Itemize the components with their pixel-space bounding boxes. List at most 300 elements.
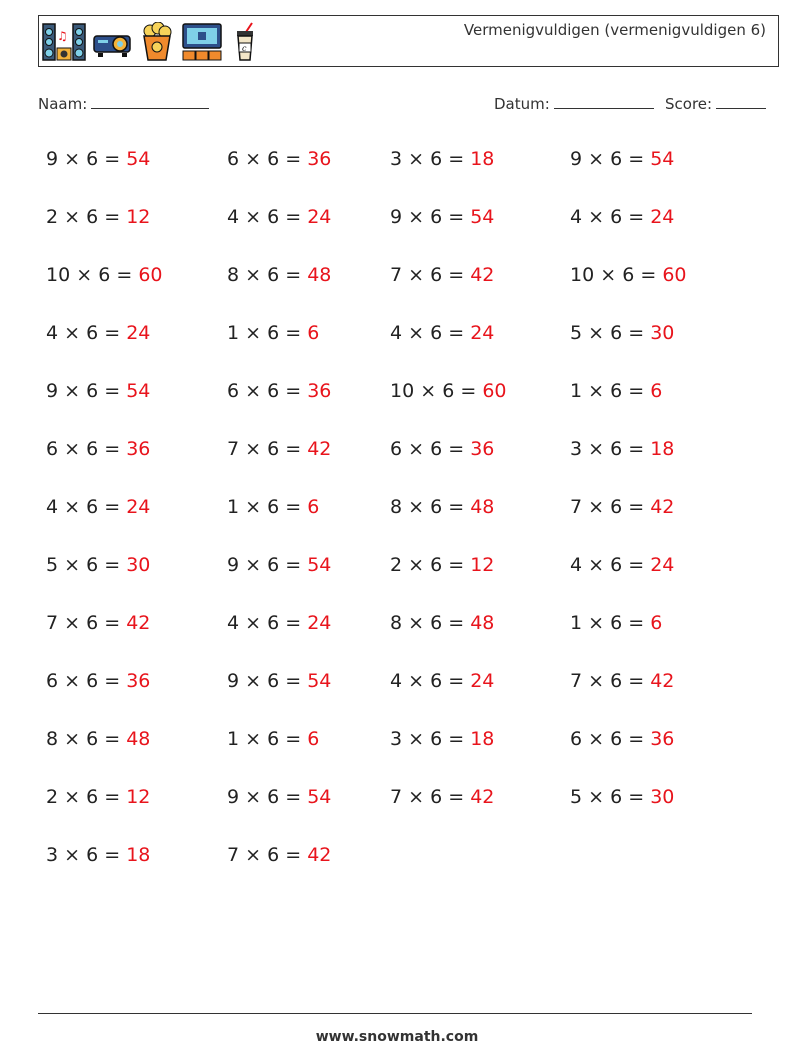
multiplicand: 1 [227, 496, 240, 518]
times-sign: × [64, 554, 81, 576]
answer: 6 [650, 380, 663, 402]
multiplier: 6 [267, 612, 280, 634]
multiplicand: 7 [570, 670, 583, 692]
answer: 54 [126, 148, 151, 170]
multiplier: 6 [610, 612, 623, 634]
problem-item [46, 322, 150, 344]
equals-sign: = [628, 554, 645, 576]
multiplicand: 1 [227, 322, 240, 344]
times-sign: × [245, 264, 262, 286]
multiplier: 6 [267, 322, 280, 344]
multiplier: 6 [430, 148, 443, 170]
multiplicand: 7 [390, 786, 403, 808]
times-sign: × [64, 148, 81, 170]
equals-sign: = [628, 438, 645, 460]
multiplier: 6 [267, 380, 280, 402]
multiplicand: 5 [46, 554, 59, 576]
times-sign: × [408, 554, 425, 576]
equals-sign: = [448, 496, 465, 518]
times-sign: × [408, 612, 425, 634]
times-sign: × [64, 438, 81, 460]
times-sign: × [408, 148, 425, 170]
answer: 24 [126, 496, 151, 518]
answer: 60 [662, 264, 687, 286]
answer: 42 [650, 670, 675, 692]
answer: 18 [126, 844, 151, 866]
multiplier: 6 [86, 148, 99, 170]
multiplier: 6 [430, 612, 443, 634]
answer: 36 [126, 438, 151, 460]
times-sign: × [64, 728, 81, 750]
times-sign: × [408, 264, 425, 286]
multiplicand: 4 [570, 554, 583, 576]
equals-sign: = [460, 380, 477, 402]
problem-item [46, 786, 150, 808]
answer: 36 [307, 380, 332, 402]
multiplicand: 3 [46, 844, 59, 866]
answer: 48 [126, 728, 151, 750]
equals-sign: = [104, 438, 121, 460]
answer: 24 [470, 670, 495, 692]
multiplicand: 4 [46, 322, 59, 344]
equals-sign: = [285, 264, 302, 286]
multiplicand: 8 [390, 496, 403, 518]
times-sign: × [588, 496, 605, 518]
problem-item [390, 148, 494, 170]
answer: 30 [650, 786, 675, 808]
date-label: Datum: [494, 95, 550, 113]
equals-sign: = [104, 148, 121, 170]
multiplicand: 3 [570, 438, 583, 460]
multiplicand: 7 [570, 496, 583, 518]
times-sign: × [245, 322, 262, 344]
times-sign: × [245, 380, 262, 402]
problem-item [390, 728, 494, 750]
multiplier: 6 [610, 728, 623, 750]
multiplicand: 9 [46, 148, 59, 170]
multiplicand: 4 [227, 612, 240, 634]
multiplier: 6 [430, 554, 443, 576]
answer: 54 [307, 786, 332, 808]
multiplier: 6 [430, 670, 443, 692]
equals-sign: = [104, 670, 121, 692]
times-sign: × [64, 786, 81, 808]
equals-sign: = [285, 786, 302, 808]
problem-item [46, 380, 150, 402]
equals-sign: = [628, 148, 645, 170]
multiplicand: 8 [390, 612, 403, 634]
equals-sign: = [628, 496, 645, 518]
multiplier: 6 [267, 148, 280, 170]
multiplicand: 7 [227, 438, 240, 460]
multiplier: 6 [610, 380, 623, 402]
equals-sign: = [628, 206, 645, 228]
equals-sign: = [448, 148, 465, 170]
times-sign: × [588, 148, 605, 170]
multiplier: 6 [430, 264, 443, 286]
equals-sign: = [104, 380, 121, 402]
multiplicand: 1 [570, 612, 583, 634]
times-sign: × [588, 728, 605, 750]
times-sign: × [588, 322, 605, 344]
problem-item [390, 206, 494, 228]
multiplicand: 2 [46, 786, 59, 808]
multiplier: 6 [430, 322, 443, 344]
equals-sign: = [628, 612, 645, 634]
answer: 36 [650, 728, 675, 750]
multiplicand: 4 [570, 206, 583, 228]
equals-sign: = [285, 612, 302, 634]
problem-item [227, 264, 331, 286]
svg-text:c: c [242, 44, 247, 53]
equals-sign: = [640, 264, 657, 286]
times-sign: × [600, 264, 617, 286]
problem-item [570, 612, 662, 634]
answer: 36 [470, 438, 495, 460]
multiplicand: 1 [570, 380, 583, 402]
problem-item [570, 206, 674, 228]
problem-item [390, 438, 494, 460]
problem-item [227, 206, 331, 228]
problem-item [227, 496, 319, 518]
problem-item [227, 612, 331, 634]
multiplier: 6 [430, 786, 443, 808]
times-sign: × [588, 612, 605, 634]
equals-sign: = [448, 786, 465, 808]
answer: 6 [307, 496, 320, 518]
equals-sign: = [104, 844, 121, 866]
equals-sign: = [285, 670, 302, 692]
multiplier: 6 [610, 438, 623, 460]
problem-item [570, 322, 674, 344]
answer: 60 [138, 264, 163, 286]
equals-sign: = [285, 844, 302, 866]
answer: 12 [126, 206, 151, 228]
equals-sign: = [285, 554, 302, 576]
problem-item [390, 380, 507, 402]
multiplicand: 1 [227, 728, 240, 750]
multiplicand: 4 [390, 322, 403, 344]
problem-item [390, 670, 494, 692]
equals-sign: = [285, 496, 302, 518]
answer: 42 [650, 496, 675, 518]
multiplier: 6 [610, 554, 623, 576]
times-sign: × [64, 612, 81, 634]
answer: 6 [307, 322, 320, 344]
multiplier: 6 [430, 206, 443, 228]
answer: 24 [307, 612, 332, 634]
times-sign: × [245, 496, 262, 518]
times-sign: × [245, 728, 262, 750]
answer: 54 [307, 670, 332, 692]
answer: 48 [307, 264, 332, 286]
multiplicand: 7 [46, 612, 59, 634]
problem-item [390, 612, 494, 634]
problem-item [46, 670, 150, 692]
multiplicand: 7 [227, 844, 240, 866]
times-sign: × [64, 322, 81, 344]
times-sign: × [408, 786, 425, 808]
multiplier: 6 [86, 844, 99, 866]
answer: 18 [470, 148, 495, 170]
problem-item [46, 844, 150, 866]
equals-sign: = [448, 728, 465, 750]
answer: 54 [650, 148, 675, 170]
problem-item [570, 670, 674, 692]
multiplicand: 10 [570, 264, 595, 286]
multiplicand: 2 [46, 206, 59, 228]
answer: 54 [307, 554, 332, 576]
times-sign: × [245, 438, 262, 460]
multiplicand: 4 [46, 496, 59, 518]
problem-item [227, 438, 331, 460]
multiplier: 6 [610, 148, 623, 170]
problem-item [390, 322, 494, 344]
answer: 42 [470, 786, 495, 808]
multiplier: 6 [610, 206, 623, 228]
equals-sign: = [285, 380, 302, 402]
problem-item [46, 206, 150, 228]
equals-sign: = [104, 554, 121, 576]
multiplicand: 5 [570, 786, 583, 808]
answer: 6 [650, 612, 663, 634]
multiplier: 6 [267, 670, 280, 692]
answer: 18 [470, 728, 495, 750]
answer: 36 [126, 670, 151, 692]
problem-item [227, 844, 331, 866]
problem-item [227, 554, 331, 576]
answer: 48 [470, 496, 495, 518]
times-sign: × [588, 786, 605, 808]
times-sign: × [64, 670, 81, 692]
times-sign: × [588, 670, 605, 692]
multiplier: 6 [98, 264, 111, 286]
times-sign: × [64, 844, 81, 866]
multiplier: 6 [267, 438, 280, 460]
multiplicand: 2 [390, 554, 403, 576]
times-sign: × [64, 496, 81, 518]
answer: 12 [470, 554, 495, 576]
times-sign: × [245, 554, 262, 576]
worksheet-title: Vermenigvuldigen (vermenigvuldigen 6) [463, 21, 766, 39]
answer: 24 [470, 322, 495, 344]
times-sign: × [245, 206, 262, 228]
equals-sign: = [285, 322, 302, 344]
multiplier: 6 [86, 612, 99, 634]
multiplicand: 6 [227, 380, 240, 402]
times-sign: × [64, 206, 81, 228]
equals-sign: = [628, 670, 645, 692]
times-sign: × [588, 554, 605, 576]
equals-sign: = [448, 612, 465, 634]
problem-item [46, 264, 163, 286]
times-sign: × [408, 496, 425, 518]
times-sign: × [408, 322, 425, 344]
times-sign: × [64, 380, 81, 402]
times-sign: × [420, 380, 437, 402]
problem-item [570, 264, 687, 286]
multiplier: 6 [442, 380, 455, 402]
times-sign: × [245, 670, 262, 692]
multiplier: 6 [267, 264, 280, 286]
multiplicand: 9 [227, 554, 240, 576]
times-sign: × [408, 438, 425, 460]
equals-sign: = [104, 496, 121, 518]
times-sign: × [76, 264, 93, 286]
equals-sign: = [104, 786, 121, 808]
problem-item [227, 670, 331, 692]
times-sign: × [408, 670, 425, 692]
multiplier: 6 [86, 322, 99, 344]
answer: 48 [470, 612, 495, 634]
problem-item [570, 438, 674, 460]
equals-sign: = [104, 728, 121, 750]
equals-sign: = [628, 322, 645, 344]
equals-sign: = [628, 728, 645, 750]
multiplier: 6 [86, 206, 99, 228]
multiplicand: 6 [390, 438, 403, 460]
answer: 24 [307, 206, 332, 228]
times-sign: × [408, 206, 425, 228]
equals-sign: = [448, 206, 465, 228]
problem-item [570, 380, 662, 402]
svg-text:♫: ♫ [57, 29, 68, 43]
name-label: Naam: [38, 95, 88, 113]
problem-item [570, 148, 674, 170]
equals-sign: = [104, 206, 121, 228]
equals-sign: = [104, 612, 121, 634]
problem-item [46, 554, 150, 576]
multiplier: 6 [267, 206, 280, 228]
problem-item [46, 612, 150, 634]
answer: 12 [126, 786, 151, 808]
multiplier: 6 [267, 496, 280, 518]
answer: 24 [650, 206, 675, 228]
multiplier: 6 [86, 438, 99, 460]
multiplier: 6 [86, 496, 99, 518]
answer: 60 [482, 380, 507, 402]
problem-item [390, 554, 494, 576]
equals-sign: = [628, 786, 645, 808]
equals-sign: = [285, 206, 302, 228]
multiplicand: 3 [390, 728, 403, 750]
problem-item [390, 496, 494, 518]
multiplier: 6 [267, 844, 280, 866]
equals-sign: = [285, 438, 302, 460]
multiplier: 6 [86, 380, 99, 402]
times-sign: × [245, 612, 262, 634]
answer: 6 [307, 728, 320, 750]
multiplier: 6 [267, 728, 280, 750]
multiplicand: 8 [46, 728, 59, 750]
problem-item [46, 438, 150, 460]
multiplier: 6 [622, 264, 635, 286]
multiplicand: 5 [570, 322, 583, 344]
problem-item [46, 496, 150, 518]
answer: 24 [126, 322, 151, 344]
equals-sign: = [448, 554, 465, 576]
multiplicand: 6 [46, 438, 59, 460]
multiplier: 6 [430, 728, 443, 750]
problem-item [46, 728, 150, 750]
multiplier: 6 [86, 554, 99, 576]
multiplicand: 10 [46, 264, 71, 286]
multiplicand: 6 [570, 728, 583, 750]
times-sign: × [588, 438, 605, 460]
multiplicand: 10 [390, 380, 415, 402]
answer: 42 [470, 264, 495, 286]
problem-item [227, 380, 331, 402]
answer: 42 [307, 844, 332, 866]
equals-sign: = [116, 264, 133, 286]
multiplier: 6 [267, 554, 280, 576]
answer: 54 [126, 380, 151, 402]
answer: 42 [307, 438, 332, 460]
problem-item [390, 786, 494, 808]
multiplier: 6 [610, 786, 623, 808]
multiplier: 6 [610, 322, 623, 344]
multiplicand: 9 [227, 786, 240, 808]
multiplicand: 4 [390, 670, 403, 692]
answer: 36 [307, 148, 332, 170]
answer: 18 [650, 438, 675, 460]
times-sign: × [588, 380, 605, 402]
equals-sign: = [448, 322, 465, 344]
equals-sign: = [628, 380, 645, 402]
multiplier: 6 [86, 728, 99, 750]
multiplicand: 3 [390, 148, 403, 170]
problem-item [227, 786, 331, 808]
multiplicand: 9 [46, 380, 59, 402]
multiplicand: 9 [390, 206, 403, 228]
answer: 30 [650, 322, 675, 344]
times-sign: × [245, 844, 262, 866]
multiplicand: 4 [227, 206, 240, 228]
times-sign: × [245, 786, 262, 808]
footer-url: www.snowmath.com [315, 1029, 479, 1045]
problem-item [570, 496, 674, 518]
problem-item [46, 148, 150, 170]
multiplicand: 9 [227, 670, 240, 692]
times-sign: × [408, 728, 425, 750]
problem-item [570, 786, 674, 808]
equals-sign: = [285, 728, 302, 750]
score-label: Score: [665, 95, 713, 113]
multiplicand: 7 [390, 264, 403, 286]
equals-sign: = [448, 670, 465, 692]
problem-item [570, 554, 674, 576]
answer: 42 [126, 612, 151, 634]
multiplier: 6 [267, 786, 280, 808]
answer: 30 [126, 554, 151, 576]
multiplier: 6 [430, 438, 443, 460]
multiplicand: 6 [46, 670, 59, 692]
problem-item [390, 264, 494, 286]
problem-item [227, 148, 331, 170]
equals-sign: = [448, 264, 465, 286]
answer: 54 [470, 206, 495, 228]
equals-sign: = [285, 148, 302, 170]
answer: 24 [650, 554, 675, 576]
problem-item [570, 728, 674, 750]
equals-sign: = [104, 322, 121, 344]
multiplicand: 8 [227, 264, 240, 286]
multiplicand: 9 [570, 148, 583, 170]
multiplier: 6 [610, 496, 623, 518]
problem-item [227, 728, 319, 750]
problem-item [227, 322, 319, 344]
multiplier: 6 [86, 670, 99, 692]
